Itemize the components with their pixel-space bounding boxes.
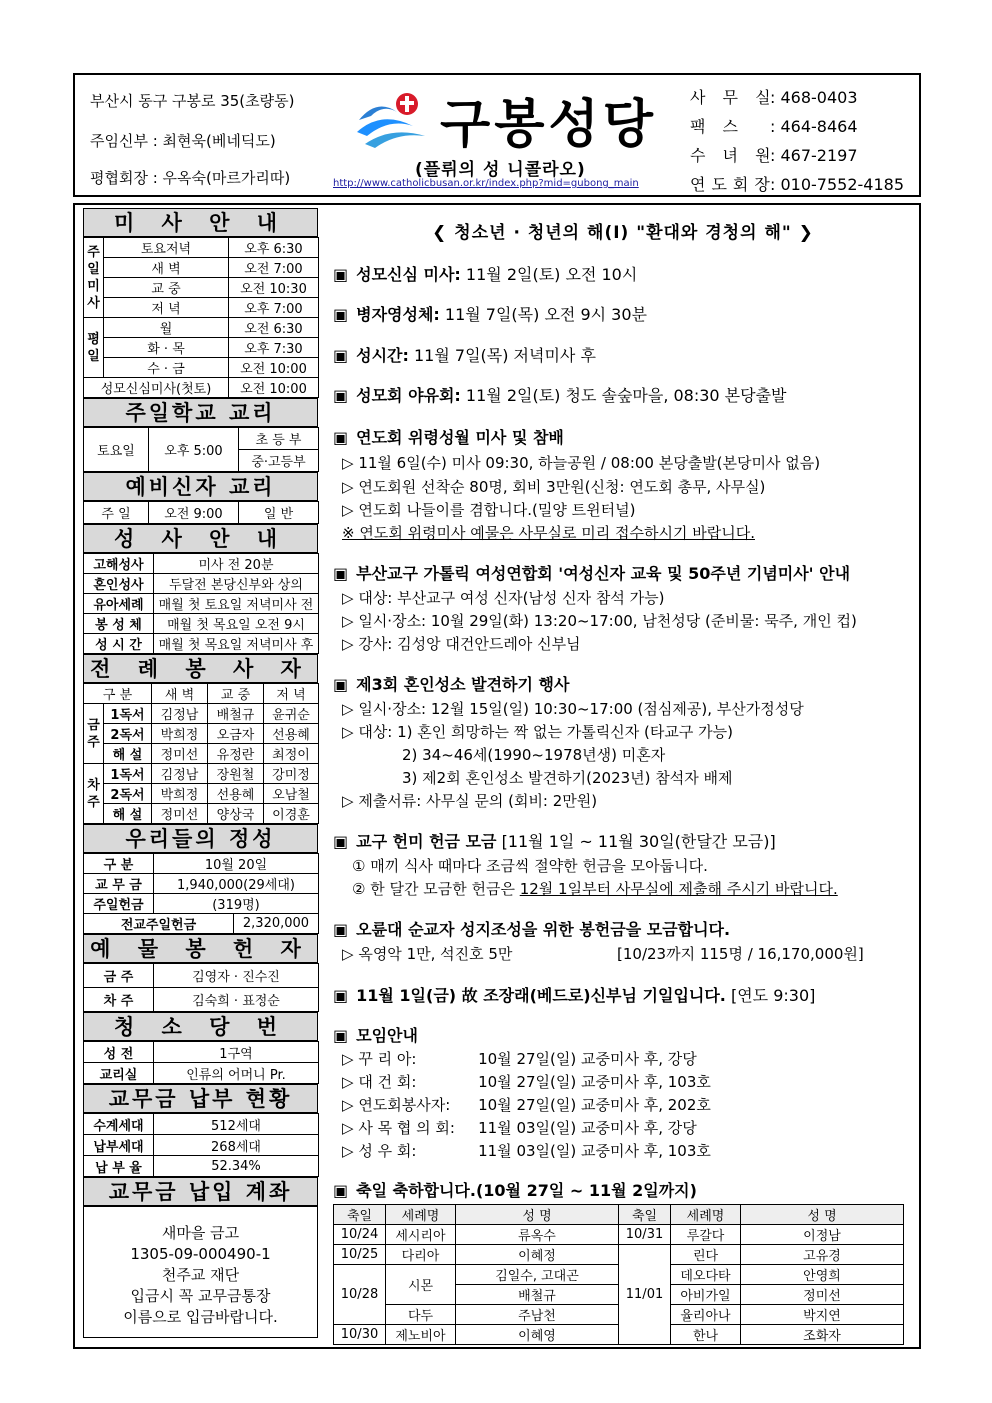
marriage-sub-2: 3) 제2회 혼인성소 발견하기(2023년) 참석자 배제 <box>402 769 733 787</box>
left-column <box>83 208 318 1342</box>
meeting-row: ▷ 꾸 리 아: 10월 27일(일) 교중미사 후, 강당 <box>342 1050 697 1068</box>
theme-title: ❮ 청소년 · 청년의 해(I) "환대와 경청의 해" ❯ <box>432 223 814 243</box>
sacraments-title: 성 사 안 내 <box>83 524 318 553</box>
table-row: 10/28 시몬 김일수, 고대곤 데오다타 안영희 <box>334 1265 904 1285</box>
parish-title: 구봉성당 <box>440 95 657 155</box>
contact-yeondo: 연도회장: 010-7552-4185 <box>690 175 904 194</box>
rice-line-2: ② 한 달간 모금한 헌금은 12월 1일부터 사무실에 제출해 주시기 바랍니다. <box>352 880 838 898</box>
mass-title: 미 사 안 내 <box>83 208 318 237</box>
donors-table: 금 주 김영자 · 진수진 차 주 김숙희 · 표정순 <box>83 963 319 1012</box>
cleaning-title: 청 소 당 번 <box>83 1012 318 1041</box>
memorial-line-1: ▷ 11월 6일(수) 미사 09:30, 하늘공원 / 08:00 본당출발(본당미사 없음) <box>342 454 821 472</box>
table-row: 10/30 제노비아 이혜영 한나 조화자 <box>334 1325 904 1345</box>
sunday-school-title: 주일학교 교리 <box>83 398 318 427</box>
feasts-header-row: 축일 세례명 성 명 축일 세례명 성 명 <box>334 1205 904 1225</box>
next-week-label: 차 주 <box>84 764 104 824</box>
offering-table: 구 분 10월 20일 교 무 금 1,940,000(29세대) 주일헌금 (319명) 전교주일헌금 2,320,000 <box>83 853 319 934</box>
marriage-line-2: ▷ 대상: 1) 혼인 희망하는 짝 없는 가톨릭신자 (타교구 가능) <box>342 723 733 741</box>
dues-table: 수계세대 512세대 납부세대 268세대 납 부 율 52.34% <box>83 1113 319 1177</box>
notice-sick-communion: ▣ 병자영성체: 11월 7일(목) 오전 9시 30분 <box>333 305 647 324</box>
notice-mary-mass: ▣ 성모신심 미사: 11월 2일(토) 오전 10시 <box>333 265 638 284</box>
marriage-line-3: ▷ 제출서류: 사무실 문의 (회비: 2만원) <box>342 792 598 810</box>
servers-title: 전 례 봉 사 자 <box>83 654 318 683</box>
address: 부산시 동구 구봉로 35(초량동) <box>90 92 295 110</box>
rice-head: ▣ 교구 헌미 헌금 모금 [11월 1일 ~ 11월 30일(한달간 모금)] <box>333 832 776 851</box>
servers-table: 구 분 새 벽 교 중 저 녁 금 주 1독서 김정남 배철규 윤귀순 2독서 박희정 오금자 선용혜 해 설 정미선 유정란 최정이 차 주 1독서 김정남 장원철 강미정 2독서 박희정 선용혜 오남철 해 설 정미선 양상국 이경훈 <box>83 683 319 824</box>
women-head: ▣ 부산교구 가톨릭 여성연합회 '여성신자 교육 및 50주년 기념미사' 안내 <box>333 564 851 583</box>
marriage-line-1: ▷ 일시·장소: 12월 15일(일) 10:30~17:00 (점심제공), 부산가정성당 <box>342 700 804 718</box>
women-line-2: ▷ 일시·장소: 10월 29일(화) 13:20~17:00, 남천성당 (준비물: 묵주, 개인 컵) <box>342 612 857 630</box>
parish-subtitle: (플뤼의 성 니콜라오) <box>415 160 586 180</box>
parish-url-link[interactable]: http://www.catholicbusan.or.kr/index.php?mid=gubong_main <box>333 178 639 189</box>
pastor: 주임신부 : 최현욱(베네딕도) <box>90 132 276 150</box>
meeting-row: ▷ 연도회봉사자: 10월 27일(일) 교중미사 후, 202호 <box>342 1096 711 1114</box>
sunday-mass-label: 주 일 미 사 <box>84 238 104 318</box>
contact-office: 사 무 실: 468-0403 <box>690 88 858 107</box>
memorial-head: ▣ 연도회 위령성월 미사 및 참배 <box>333 428 564 447</box>
contact-convent: 수 녀 원: 467-2197 <box>690 146 858 165</box>
parish-logo-icon <box>355 90 430 150</box>
feasts-head: ▣ 축일 축하합니다.(10월 27일 ~ 11월 2일까지) <box>333 1181 697 1200</box>
council-president: 평협회장 : 우옥숙(마르가리따) <box>90 169 291 187</box>
notice-picnic: ▣ 성모회 야유회: 11월 2일(토) 청도 솔숲마을, 08:30 본당출발 <box>333 386 787 405</box>
meetings-head: ▣ 모임안내 <box>333 1026 418 1045</box>
dues-title: 교무금 납부 현황 <box>83 1084 318 1113</box>
women-line-3: ▷ 강사: 김성앙 대건안드레아 신부님 <box>342 635 581 653</box>
memorial-line-3: ▷ 연도회 나들이를 겸합니다.(밀양 트윈터널) <box>342 501 636 519</box>
anniversary-notice: ▣ 11월 1일(금) 故 조장래(베드로)신부님 기일입니다. [연도 9:30] <box>333 986 816 1005</box>
meeting-row: ▷ 사 목 협 의 회: 11월 03일(일) 교중미사 후, 강당 <box>342 1119 697 1137</box>
marriage-sub-1: 2) 34~46세(1990~1978년생) 미혼자 <box>402 746 666 764</box>
catechumen-table: 주 일 오전 9:00 일 반 <box>83 501 319 524</box>
table-row: 10/24 세시리아 류옥수 10/31 루갈다 이정남 <box>334 1225 904 1245</box>
women-line-1: ▷ 대상: 부산교구 여성 신자(남성 신자 참석 가능) <box>342 589 665 607</box>
weekday-mass-label: 평 일 <box>84 318 104 378</box>
feasts-table <box>333 1204 904 1345</box>
martyr-total: [10/23까지 115명 / 16,170,000원] <box>617 945 864 963</box>
meeting-row: ▷ 성 우 회: 11월 03일(일) 교중미사 후, 103호 <box>342 1142 711 1160</box>
rice-line-1: ① 매끼 식사 때마다 조금씩 절약한 헌금을 모아둡니다. <box>352 857 708 875</box>
sacraments-table: 고해성사 미사 전 20분 혼인성사 두달전 본당신부와 상의 유아세례 매월 첫 토요일 저녁미사 전 봉 성 체 매월 첫 목요일 오전 9시 성 시 간 매월 첫 목요일 저녁미사 후 <box>83 553 319 654</box>
contact-fax: 팩 스 : 464-8464 <box>690 117 858 136</box>
notice-holy-hour: ▣ 성시간: 11월 7일(목) 저녁미사 후 <box>333 346 596 365</box>
offering-title: 우리들의 정성 <box>83 824 318 853</box>
table-row: 다두 주남천 율리아나 박지연 <box>334 1305 904 1325</box>
martyr-line: ▷ 옥영악 1만, 석진호 5만 <box>342 945 513 963</box>
martyr-head: ▣ 오륜대 순교자 성지조성을 위한 봉헌금을 모금합니다. <box>333 920 731 939</box>
marriage-head: ▣ 제3회 혼인성소 발견하기 행사 <box>333 675 570 694</box>
memorial-line-2: ▷ 연도회원 선착순 80명, 회비 3만원(신청: 연도회 총무, 사무실) <box>342 478 766 496</box>
cleaning-table: 성 전 1구역 교리실 인류의 어머니 Pr. <box>83 1041 319 1084</box>
account-box: 새마을 금고 1305-09-000490-1 천주교 재단 입금시 꼭 교무금통장 이름으로 입금바랍니다. <box>83 1206 318 1338</box>
memorial-note: ※ 연도회 위령미사 예물은 사무실로 미리 접수하시기 바랍니다. <box>342 524 755 542</box>
meeting-row: ▷ 대 건 회: 10월 27일(일) 교중미사 후, 103호 <box>342 1073 711 1091</box>
sunday-school-table: 토요일 오후 5:00 초 등 부 중·고등부 <box>83 427 319 472</box>
catechumen-title: 예비신자 교리 <box>83 472 318 501</box>
this-week-label: 금 주 <box>84 704 104 764</box>
donors-title: 예 물 봉 헌 자 <box>83 934 318 963</box>
account-title: 교무금 납입 계좌 <box>83 1177 318 1206</box>
table-row: 배철규 아비가일 정미선 <box>334 1285 904 1305</box>
table-row: 10/25 다리아 이혜정 11/01 린다 고유경 <box>334 1245 904 1265</box>
mass-table: 주 일 미 사 토요저녁 오후 6:30 새 벽 오전 7:00 교 중 오전 10:30 저 녁 오후 7:00 평 일 월 오전 6:30 화 · 목 오후 7:30 수 · 금 오전 10:00 성모신심미사(첫토) 오전 10:00 <box>83 237 319 398</box>
